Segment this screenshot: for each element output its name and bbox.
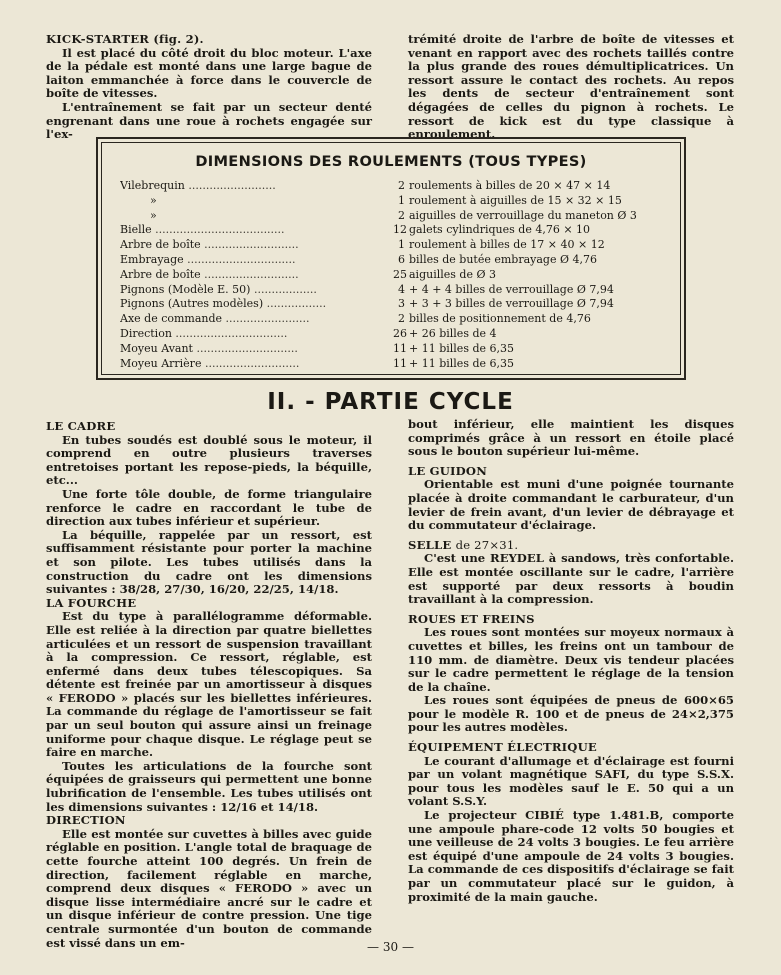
leader-dots: ............................. [192, 341, 298, 355]
fourche-heading: LA FOURCHE [46, 595, 137, 610]
leader-dots: .................. [250, 282, 317, 296]
paragraph: bout inférieur, elle maintient les disques comprimés grâce à un ressort en étoile placé sous le bouton supérieur lui-même. [408, 417, 734, 459]
table-row [120, 297, 680, 312]
row-value [393, 312, 591, 327]
row-quantity: 1 [398, 238, 405, 252]
paragraph: Il est placé du côté droit du bloc moteur. L'axe de la pédale est monté dans une large bague de laiton emmanchée à force dans le couvercle de boîte de vitesses. [46, 45, 372, 101]
row-value [393, 209, 637, 224]
page-number: — 30 — [367, 940, 414, 954]
row-value [393, 179, 610, 194]
row-description: + 26 billes de 4 [409, 326, 497, 340]
leader-dots: ..................................... [151, 223, 285, 237]
right-column [408, 418, 734, 904]
cadre-heading: LE CADRE [46, 419, 116, 433]
row-label-text: » [150, 208, 157, 222]
direction-heading: DIRECTION [46, 813, 126, 828]
leader-dots: ........................ [222, 312, 310, 326]
paragraph: Elle est montée sur cuvettes à billes avec guide réglable en position. L'angle total de braquage de cette fourche atteint 100 degrés. Un frein de direction, facilement réglable en marche, comprend deux disques « FERODO » avec un disque lisse intermédiaire ancré sur le cadre et un disque inférieur de contre pression. Une tige centrale surmontée d'un bouton de commande est vissé dans un em- [46, 826, 372, 950]
leader-dots: ............................... [183, 252, 296, 266]
row-quantity: 25 [393, 267, 407, 281]
row-label-text: Moyeu Arrière [120, 356, 202, 370]
row-quantity: 11 [393, 341, 407, 355]
row-label [120, 179, 392, 194]
table-row [120, 342, 680, 357]
row-quantity: 1 [398, 193, 405, 207]
row-description: + 11 billes de 6,35 [409, 341, 514, 355]
row-value [393, 268, 496, 283]
leader-dots: ........................... [200, 267, 299, 281]
row-description: + 11 billes de 6,35 [409, 356, 514, 370]
row-value [393, 357, 514, 372]
row-label [120, 253, 392, 268]
paragraph: En tubes soudés est doublé sous le moteur, il comprend en outre plusieurs traverses entretoises portant les repose-pieds, la béquille, etc... [46, 432, 372, 488]
row-label [120, 283, 392, 298]
paragraph: Le courant d'allumage et d'éclairage est fourni par un volant magnétique SAFI, du type S.S.X. pour tous les modèles sauf le E. 50 qui a un volant S.S.Y. [408, 753, 734, 809]
kick-starter-continuation [408, 33, 734, 142]
row-description: galets cylindriques de 4,76 × 10 [409, 223, 591, 237]
row-label-text: Pignons (Autres modèles) [120, 297, 264, 311]
row-quantity: 4 [398, 282, 405, 296]
table-title: DIMENSIONS DES ROULEMENTS (TOUS TYPES) [195, 153, 587, 170]
row-quantity: 3 [398, 297, 405, 311]
paragraph: trémité droite de l'arbre de boîte de vitesses et venant en rapport avec des rochets taillés contre la plus grande des roues démultiplicatrices. Un ressort assure le contact des rochets. Au repos les dents de secteur d'entraînement sont dégagées de celles du pignon à rochets. Le ressort de kick est du type classique à enroulement. [408, 32, 734, 142]
table-body [120, 179, 680, 371]
row-description: roulements à billes de 20 × 47 × 14 [409, 179, 611, 192]
table-row [120, 179, 680, 194]
row-label [120, 209, 392, 224]
table-row [120, 194, 680, 209]
paragraph: Les roues sont équipées de pneus de 600×65 pour le modèle R. 100 et de pneus de 24×2,375 pour les autres modèles. [408, 693, 734, 735]
row-label-text: Direction [120, 326, 172, 340]
paragraph: Les roues sont montées sur moyeux normaux à cuvettes et billes, les freins ont un tambour de 110 mm. de diamètre. Deux vis tendeur placées sur le cadre permettent le réglage de la tension de la chaîne. [408, 625, 734, 694]
leader-dots: ........................... [200, 238, 299, 252]
table-row [120, 357, 680, 372]
row-description: aiguilles de Ø 3 [409, 267, 496, 281]
row-label-text: Bielle [120, 223, 152, 237]
row-value [393, 283, 614, 298]
roues-heading: ROUES ET FREINS [408, 611, 535, 626]
row-label [120, 297, 392, 312]
row-label [120, 268, 392, 283]
row-label-text: Moyeu Avant [120, 341, 193, 355]
paragraph: C'est une REYDEL à sandows, très confortable. Elle est montée oscillante sur le cadre, l'arrière est supporté par deux ressorts à boudin travaillant à la compression. [408, 551, 734, 607]
row-value [393, 223, 590, 238]
row-label [120, 327, 392, 342]
guidon-heading: LE GUIDON [408, 463, 488, 478]
row-label-text: Embrayage [120, 252, 184, 266]
heading-text: SELLE [408, 537, 452, 552]
row-label [120, 342, 392, 357]
selle-size: de 27×31. [455, 537, 519, 552]
paragraph: La béquille, rappelée par un ressort, est suffisamment résistante pour porter la machine et son pilote. Les tubes utilisés dans la construction du cadre ont les dimensions suivantes : 38/28, 27/30, 16/20, 22/25, 14/18. [46, 527, 372, 597]
row-value [393, 253, 597, 268]
paragraph: Est du type à parallélogramme déformable. Elle est reliée à la direction par quatre biellettes articulées et un ressort de suspension travaillant à la compression. Ce ressort, réglable, est enfermé dans deux tubes télescopiques. Sa détente est freinée par un amortisseur à disques « FERODO » placés sur les biellettes inférieures. La commande du réglage de l'amortisseur se fait par un seul bouton qui assure ainsi un freinage uniforme pour chaque disque. Le réglage peut se faire en marche. [46, 609, 372, 760]
row-quantity: 11 [393, 356, 407, 370]
table-row [120, 209, 680, 224]
paragraph: Orientable est muni d'une poignée tournante placée à droite commandant le carburateur, d'un levier de frein avant, d'un levier de débrayage et du commutateur d'éclairage. [408, 477, 734, 533]
bearing-dimensions-table [96, 137, 686, 380]
equipement-heading: ÉQUIPEMENT ÉLECTRIQUE [408, 740, 597, 755]
table-row [120, 238, 680, 253]
table-row [120, 253, 680, 268]
row-label-text: Pignons (Modèle E. 50) [120, 282, 251, 296]
paragraph: Une forte tôle double, de forme triangulaire renforce le cadre en raccordant le tube de direction aux tubes inférieur et supérieur. [46, 486, 372, 529]
row-quantity: 26 [393, 326, 407, 340]
row-label [120, 357, 392, 372]
figure-reference: (fig. 2). [153, 32, 204, 46]
row-label [120, 238, 392, 253]
row-label-text: Arbre de boîte [120, 238, 201, 252]
row-quantity: 2 [398, 208, 405, 222]
kick-starter-section [46, 33, 372, 142]
row-label-text: Vilebrequin [120, 179, 185, 192]
left-column [46, 420, 372, 950]
row-label [120, 312, 392, 327]
row-label-text: Arbre de boîte [120, 267, 201, 281]
row-description: billes de butée embrayage Ø 4,76 [409, 252, 597, 266]
selle-heading [408, 539, 734, 553]
row-description: + 3 + 3 billes de verrouillage Ø 7,94 [409, 297, 614, 311]
row-value [393, 194, 622, 209]
row-label-text: » [150, 193, 157, 207]
table-row [120, 327, 680, 342]
row-quantity: 2 [398, 179, 405, 192]
leader-dots: ................................ [171, 326, 288, 340]
row-description: roulement à billes de 17 × 40 × 12 [409, 238, 605, 252]
row-quantity: 6 [398, 252, 405, 266]
row-label-text: Axe de commande [120, 312, 223, 326]
row-label [120, 223, 392, 238]
paragraph: Toutes les articulations de la fourche sont équipées de graisseurs qui permettent une bonne lubrification de l'ensemble. Les tubes utilisés ont les dimensions suivantes : 12/16 et 14/18. [46, 758, 372, 814]
heading-text: KICK-STARTER [46, 32, 150, 46]
row-description: billes de positionnement de 4,76 [409, 312, 591, 326]
row-label [120, 194, 392, 209]
section-title: II. - PARTIE CYCLE [267, 389, 514, 415]
row-value [393, 327, 497, 342]
table-row [120, 268, 680, 283]
kick-starter-heading [46, 33, 372, 47]
leader-dots: ........................... [201, 356, 300, 370]
row-description: aiguilles de verrouillage du maneton Ø 3 [409, 208, 637, 222]
table-row [120, 223, 680, 238]
row-quantity: 2 [398, 312, 405, 326]
paragraph: L'entraînement se fait par un secteur denté engrenant dans une roue à rochets engagée sur l'ex- [46, 99, 372, 142]
row-value [393, 342, 514, 357]
table-row [120, 312, 680, 327]
table-row [120, 283, 680, 298]
leader-dots: ................. [263, 297, 327, 311]
row-value [393, 297, 614, 312]
leader-dots: ......................... [184, 179, 276, 192]
row-value [393, 238, 605, 253]
row-description: roulement à aiguilles de 15 × 32 × 15 [409, 193, 622, 207]
row-quantity: 12 [393, 223, 407, 237]
row-description: + 4 + 4 billes de verrouillage Ø 7,94 [409, 282, 614, 296]
paragraph: Le projecteur CIBIÉ type 1.481.B, comporte une ampoule phare-code 12 volts 50 bougies et une veilleuse de 24 volts 3 bougies. Le feu arrière est équipé d'une ampoule de 24 volts 3 bougies. La commande de ces dispositifs d'éclairage se fait par un commutateur placé sur le guidon, à proximité de la main gauche. [408, 808, 734, 904]
